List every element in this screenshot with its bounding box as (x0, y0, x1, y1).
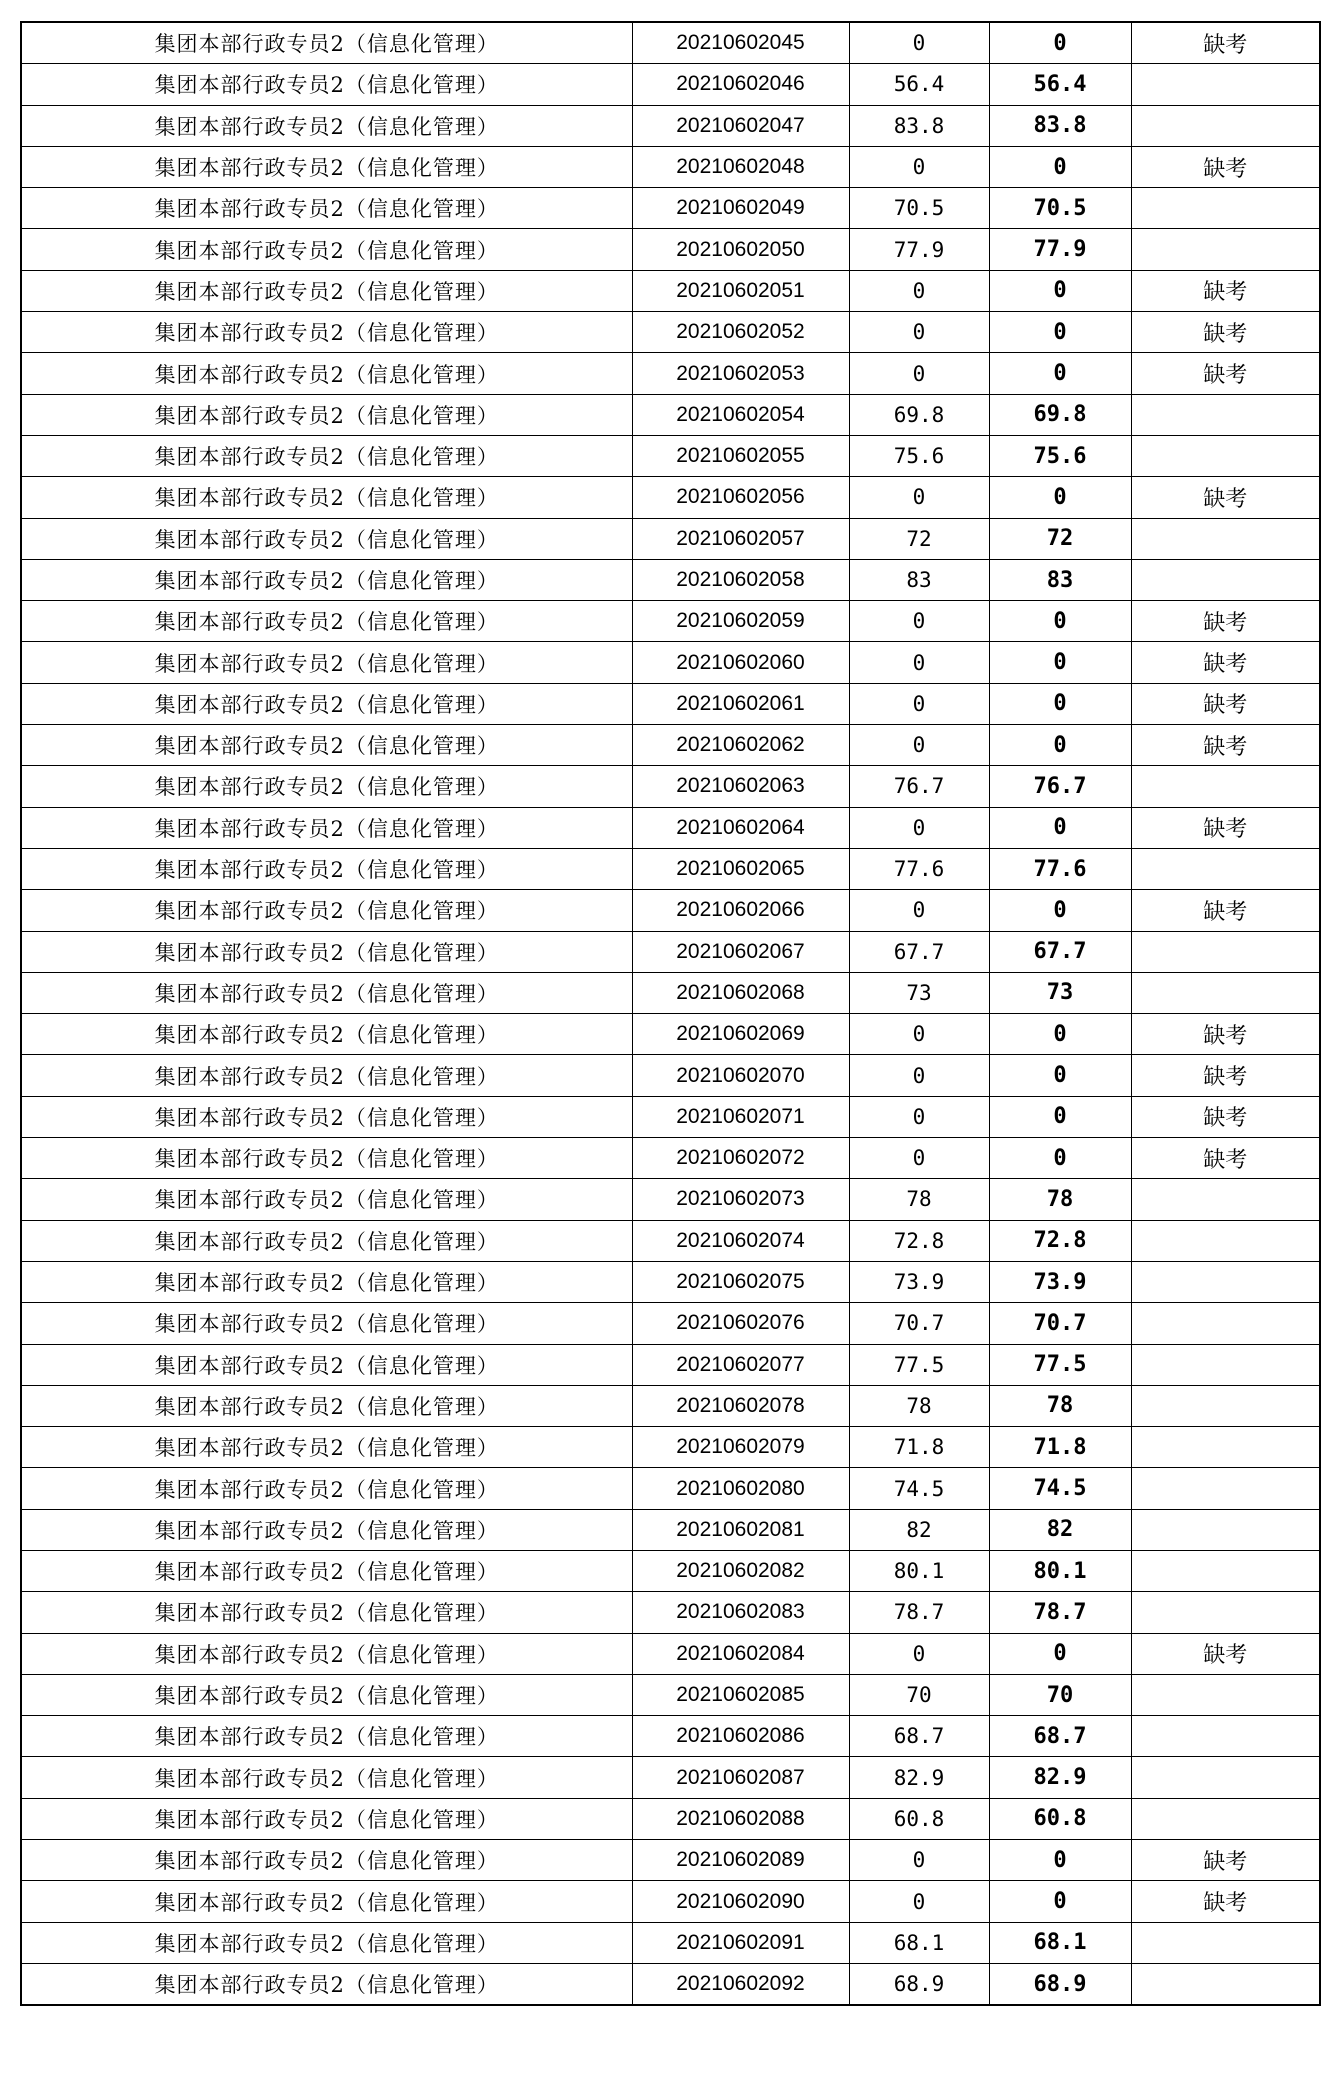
written-score-cell: 70.5 (849, 188, 989, 229)
table-row (21, 972, 1320, 1013)
position-cell: 集团本部行政专员2（信息化管理） (21, 1716, 632, 1757)
table-row (21, 270, 1320, 311)
written-score-cell: 0 (849, 1096, 989, 1137)
position-cell: 集团本部行政专员2（信息化管理） (21, 146, 632, 187)
written-score-cell: 60.8 (849, 1798, 989, 1839)
position-cell: 集团本部行政专员2（信息化管理） (21, 1757, 632, 1798)
remark-cell (1131, 188, 1320, 229)
total-score-cell: 77.9 (989, 229, 1131, 270)
remark-cell (1131, 229, 1320, 270)
written-score-cell: 0 (849, 683, 989, 724)
total-score-cell: 0 (989, 1138, 1131, 1179)
remark-cell: 缺考 (1131, 146, 1320, 187)
exam-id-cell: 20210602053 (632, 353, 849, 394)
total-score-cell: 0 (989, 1840, 1131, 1881)
position-cell: 集团本部行政专员2（信息化管理） (21, 1674, 632, 1715)
position-cell: 集团本部行政专员2（信息化管理） (21, 890, 632, 931)
position-cell: 集团本部行政专员2（信息化管理） (21, 1427, 632, 1468)
remark-cell (1131, 1798, 1320, 1839)
exam-id-cell: 20210602062 (632, 725, 849, 766)
position-cell: 集团本部行政专员2（信息化管理） (21, 1840, 632, 1881)
exam-id-cell: 20210602066 (632, 890, 849, 931)
total-score-cell: 82 (989, 1509, 1131, 1550)
written-score-cell: 0 (849, 1138, 989, 1179)
position-cell: 集团本部行政专员2（信息化管理） (21, 1881, 632, 1922)
remark-cell: 缺考 (1131, 1055, 1320, 1096)
remark-cell: 缺考 (1131, 890, 1320, 931)
remark-cell: 缺考 (1131, 683, 1320, 724)
written-score-cell: 78 (849, 1385, 989, 1426)
exam-id-cell: 20210602067 (632, 931, 849, 972)
exam-id-cell: 20210602051 (632, 270, 849, 311)
written-score-cell: 82 (849, 1509, 989, 1550)
written-score-cell: 69.8 (849, 394, 989, 435)
position-cell: 集团本部行政专员2（信息化管理） (21, 353, 632, 394)
remark-cell (1131, 1716, 1320, 1757)
exam-id-cell: 20210602060 (632, 642, 849, 683)
table-row (21, 1138, 1320, 1179)
table-row (21, 1344, 1320, 1385)
written-score-cell: 0 (849, 601, 989, 642)
written-score-cell: 68.7 (849, 1716, 989, 1757)
written-score-cell: 70 (849, 1674, 989, 1715)
table-row (21, 518, 1320, 559)
position-cell: 集团本部行政专员2（信息化管理） (21, 1509, 632, 1550)
exam-id-cell: 20210602065 (632, 848, 849, 889)
exam-id-cell: 20210602092 (632, 1963, 849, 2005)
position-cell: 集团本部行政专员2（信息化管理） (21, 22, 632, 64)
table-row (21, 394, 1320, 435)
written-score-cell: 78 (849, 1179, 989, 1220)
total-score-cell: 0 (989, 1096, 1131, 1137)
table-row (21, 435, 1320, 476)
remark-cell (1131, 1220, 1320, 1261)
total-score-cell: 72.8 (989, 1220, 1131, 1261)
position-cell: 集团本部行政专员2（信息化管理） (21, 1633, 632, 1674)
remark-cell: 缺考 (1131, 22, 1320, 64)
written-score-cell: 0 (849, 1055, 989, 1096)
written-score-cell: 80.1 (849, 1550, 989, 1591)
position-cell: 集团本部行政专员2（信息化管理） (21, 559, 632, 600)
table-row (21, 725, 1320, 766)
remark-cell: 缺考 (1131, 312, 1320, 353)
exam-id-cell: 20210602072 (632, 1138, 849, 1179)
total-score-cell: 0 (989, 807, 1131, 848)
written-score-cell: 0 (849, 353, 989, 394)
exam-id-cell: 20210602081 (632, 1509, 849, 1550)
remark-cell: 缺考 (1131, 353, 1320, 394)
written-score-cell: 68.1 (849, 1922, 989, 1963)
position-cell: 集团本部行政专员2（信息化管理） (21, 105, 632, 146)
total-score-cell: 0 (989, 1055, 1131, 1096)
position-cell: 集团本部行政专员2（信息化管理） (21, 312, 632, 353)
remark-cell: 缺考 (1131, 725, 1320, 766)
score-table-body (21, 22, 1320, 2005)
remark-cell: 缺考 (1131, 601, 1320, 642)
remark-cell (1131, 848, 1320, 889)
total-score-cell: 0 (989, 601, 1131, 642)
total-score-cell: 73.9 (989, 1261, 1131, 1302)
table-row (21, 1509, 1320, 1550)
written-score-cell: 56.4 (849, 64, 989, 105)
written-score-cell: 71.8 (849, 1427, 989, 1468)
remark-cell (1131, 394, 1320, 435)
total-score-cell: 0 (989, 725, 1131, 766)
remark-cell (1131, 105, 1320, 146)
table-row (21, 683, 1320, 724)
written-score-cell: 77.9 (849, 229, 989, 270)
position-cell: 集团本部行政专员2（信息化管理） (21, 642, 632, 683)
total-score-cell: 83.8 (989, 105, 1131, 146)
total-score-cell: 0 (989, 1014, 1131, 1055)
remark-cell (1131, 1385, 1320, 1426)
position-cell: 集团本部行政专员2（信息化管理） (21, 601, 632, 642)
total-score-cell: 68.7 (989, 1716, 1131, 1757)
total-score-cell: 77.5 (989, 1344, 1131, 1385)
position-cell: 集团本部行政专员2（信息化管理） (21, 518, 632, 559)
exam-id-cell: 20210602074 (632, 1220, 849, 1261)
position-cell: 集团本部行政专员2（信息化管理） (21, 725, 632, 766)
table-row (21, 22, 1320, 64)
exam-id-cell: 20210602055 (632, 435, 849, 476)
remark-cell (1131, 1592, 1320, 1633)
position-cell: 集团本部行政专员2（信息化管理） (21, 848, 632, 889)
total-score-cell: 72 (989, 518, 1131, 559)
remark-cell: 缺考 (1131, 270, 1320, 311)
table-row (21, 1592, 1320, 1633)
exam-id-cell: 20210602064 (632, 807, 849, 848)
table-row (21, 1963, 1320, 2005)
table-row (21, 1798, 1320, 1839)
table-row (21, 1468, 1320, 1509)
remark-cell (1131, 1179, 1320, 1220)
total-score-cell: 71.8 (989, 1427, 1131, 1468)
position-cell: 集团本部行政专员2（信息化管理） (21, 683, 632, 724)
total-score-cell: 0 (989, 312, 1131, 353)
position-cell: 集团本部行政专员2（信息化管理） (21, 1550, 632, 1591)
remark-cell: 缺考 (1131, 1840, 1320, 1881)
exam-id-cell: 20210602059 (632, 601, 849, 642)
table-row (21, 931, 1320, 972)
remark-cell: 缺考 (1131, 477, 1320, 518)
position-cell: 集团本部行政专员2（信息化管理） (21, 1303, 632, 1344)
exam-id-cell: 20210602046 (632, 64, 849, 105)
total-score-cell: 0 (989, 1633, 1131, 1674)
table-row (21, 1881, 1320, 1922)
table-row (21, 766, 1320, 807)
written-score-cell: 83 (849, 559, 989, 600)
exam-id-cell: 20210602049 (632, 188, 849, 229)
remark-cell (1131, 1303, 1320, 1344)
remark-cell: 缺考 (1131, 1138, 1320, 1179)
table-row (21, 642, 1320, 683)
remark-cell (1131, 1468, 1320, 1509)
table-row (21, 601, 1320, 642)
position-cell: 集团本部行政专员2（信息化管理） (21, 1096, 632, 1137)
total-score-cell: 68.1 (989, 1922, 1131, 1963)
written-score-cell: 0 (849, 1014, 989, 1055)
table-row (21, 807, 1320, 848)
position-cell: 集团本部行政专员2（信息化管理） (21, 270, 632, 311)
written-score-cell: 77.6 (849, 848, 989, 889)
written-score-cell: 0 (849, 890, 989, 931)
table-row (21, 188, 1320, 229)
position-cell: 集团本部行政专员2（信息化管理） (21, 1138, 632, 1179)
written-score-cell: 76.7 (849, 766, 989, 807)
total-score-cell: 0 (989, 270, 1131, 311)
remark-cell (1131, 1674, 1320, 1715)
exam-id-cell: 20210602047 (632, 105, 849, 146)
total-score-cell: 70 (989, 1674, 1131, 1715)
total-score-cell: 69.8 (989, 394, 1131, 435)
position-cell: 集团本部行政专员2（信息化管理） (21, 1055, 632, 1096)
total-score-cell: 78.7 (989, 1592, 1131, 1633)
exam-id-cell: 20210602057 (632, 518, 849, 559)
table-row (21, 312, 1320, 353)
exam-id-cell: 20210602087 (632, 1757, 849, 1798)
table-row (21, 890, 1320, 931)
remark-cell: 缺考 (1131, 1633, 1320, 1674)
position-cell: 集团本部行政专员2（信息化管理） (21, 1922, 632, 1963)
table-row (21, 1014, 1320, 1055)
remark-cell (1131, 435, 1320, 476)
remark-cell: 缺考 (1131, 1096, 1320, 1137)
remark-cell (1131, 518, 1320, 559)
written-score-cell: 0 (849, 146, 989, 187)
position-cell: 集团本部行政专员2（信息化管理） (21, 1385, 632, 1426)
remark-cell (1131, 1757, 1320, 1798)
table-row (21, 477, 1320, 518)
table-row (21, 1633, 1320, 1674)
score-table (20, 21, 1321, 2006)
total-score-cell: 0 (989, 1881, 1131, 1922)
total-score-cell: 0 (989, 890, 1131, 931)
table-row (21, 353, 1320, 394)
table-row (21, 1716, 1320, 1757)
exam-id-cell: 20210602082 (632, 1550, 849, 1591)
exam-id-cell: 20210602086 (632, 1716, 849, 1757)
position-cell: 集团本部行政专员2（信息化管理） (21, 931, 632, 972)
written-score-cell: 72.8 (849, 1220, 989, 1261)
total-score-cell: 0 (989, 683, 1131, 724)
written-score-cell: 0 (849, 642, 989, 683)
total-score-cell: 0 (989, 146, 1131, 187)
exam-id-cell: 20210602070 (632, 1055, 849, 1096)
written-score-cell: 73 (849, 972, 989, 1013)
table-row (21, 559, 1320, 600)
total-score-cell: 67.7 (989, 931, 1131, 972)
remark-cell (1131, 1509, 1320, 1550)
table-row (21, 105, 1320, 146)
table-row (21, 1303, 1320, 1344)
position-cell: 集团本部行政专员2（信息化管理） (21, 435, 632, 476)
exam-id-cell: 20210602080 (632, 1468, 849, 1509)
position-cell: 集团本部行政专员2（信息化管理） (21, 1798, 632, 1839)
written-score-cell: 0 (849, 1633, 989, 1674)
written-score-cell: 0 (849, 22, 989, 64)
exam-id-cell: 20210602089 (632, 1840, 849, 1881)
remark-cell (1131, 1261, 1320, 1302)
written-score-cell: 0 (849, 807, 989, 848)
written-score-cell: 0 (849, 1840, 989, 1881)
remark-cell (1131, 559, 1320, 600)
table-row (21, 848, 1320, 889)
written-score-cell: 82.9 (849, 1757, 989, 1798)
exam-id-cell: 20210602085 (632, 1674, 849, 1715)
total-score-cell: 76.7 (989, 766, 1131, 807)
exam-id-cell: 20210602052 (632, 312, 849, 353)
exam-id-cell: 20210602056 (632, 477, 849, 518)
exam-id-cell: 20210602050 (632, 229, 849, 270)
exam-id-cell: 20210602088 (632, 1798, 849, 1839)
table-row (21, 146, 1320, 187)
position-cell: 集团本部行政专员2（信息化管理） (21, 1592, 632, 1633)
total-score-cell: 78 (989, 1385, 1131, 1426)
written-score-cell: 68.9 (849, 1963, 989, 2005)
position-cell: 集团本部行政专员2（信息化管理） (21, 1468, 632, 1509)
exam-id-cell: 20210602077 (632, 1344, 849, 1385)
remark-cell (1131, 1427, 1320, 1468)
written-score-cell: 0 (849, 270, 989, 311)
exam-id-cell: 20210602073 (632, 1179, 849, 1220)
exam-id-cell: 20210602083 (632, 1592, 849, 1633)
position-cell: 集团本部行政专员2（信息化管理） (21, 766, 632, 807)
position-cell: 集团本部行政专员2（信息化管理） (21, 64, 632, 105)
written-score-cell: 0 (849, 725, 989, 766)
table-row (21, 229, 1320, 270)
remark-cell (1131, 931, 1320, 972)
remark-cell: 缺考 (1131, 642, 1320, 683)
written-score-cell: 0 (849, 1881, 989, 1922)
remark-cell (1131, 766, 1320, 807)
written-score-cell: 77.5 (849, 1344, 989, 1385)
table-row (21, 64, 1320, 105)
total-score-cell: 56.4 (989, 64, 1131, 105)
written-score-cell: 83.8 (849, 105, 989, 146)
written-score-cell: 0 (849, 477, 989, 518)
exam-id-cell: 20210602054 (632, 394, 849, 435)
table-row (21, 1427, 1320, 1468)
remark-cell (1131, 1344, 1320, 1385)
position-cell: 集团本部行政专员2（信息化管理） (21, 1344, 632, 1385)
exam-id-cell: 20210602069 (632, 1014, 849, 1055)
total-score-cell: 83 (989, 559, 1131, 600)
total-score-cell: 68.9 (989, 1963, 1131, 2005)
table-row (21, 1179, 1320, 1220)
exam-id-cell: 20210602075 (632, 1261, 849, 1302)
remark-cell: 缺考 (1131, 1014, 1320, 1055)
total-score-cell: 70.5 (989, 188, 1131, 229)
table-row (21, 1757, 1320, 1798)
remark-cell (1131, 64, 1320, 105)
total-score-cell: 70.7 (989, 1303, 1131, 1344)
remark-cell (1131, 1963, 1320, 2005)
position-cell: 集团本部行政专员2（信息化管理） (21, 229, 632, 270)
written-score-cell: 78.7 (849, 1592, 989, 1633)
table-row (21, 1261, 1320, 1302)
exam-id-cell: 20210602048 (632, 146, 849, 187)
total-score-cell: 0 (989, 22, 1131, 64)
exam-id-cell: 20210602068 (632, 972, 849, 1013)
total-score-cell: 0 (989, 353, 1131, 394)
position-cell: 集团本部行政专员2（信息化管理） (21, 1261, 632, 1302)
exam-id-cell: 20210602063 (632, 766, 849, 807)
remark-cell: 缺考 (1131, 807, 1320, 848)
written-score-cell: 73.9 (849, 1261, 989, 1302)
table-row (21, 1385, 1320, 1426)
total-score-cell: 0 (989, 477, 1131, 518)
exam-id-cell: 20210602061 (632, 683, 849, 724)
position-cell: 集团本部行政专员2（信息化管理） (21, 394, 632, 435)
position-cell: 集团本部行政专员2（信息化管理） (21, 807, 632, 848)
table-row (21, 1840, 1320, 1881)
written-score-cell: 74.5 (849, 1468, 989, 1509)
exam-id-cell: 20210602076 (632, 1303, 849, 1344)
total-score-cell: 74.5 (989, 1468, 1131, 1509)
remark-cell: 缺考 (1131, 1881, 1320, 1922)
position-cell: 集团本部行政专员2（信息化管理） (21, 1220, 632, 1261)
total-score-cell: 80.1 (989, 1550, 1131, 1591)
total-score-cell: 60.8 (989, 1798, 1131, 1839)
remark-cell (1131, 1922, 1320, 1963)
exam-id-cell: 20210602058 (632, 559, 849, 600)
total-score-cell: 77.6 (989, 848, 1131, 889)
total-score-cell: 73 (989, 972, 1131, 1013)
exam-id-cell: 20210602084 (632, 1633, 849, 1674)
position-cell: 集团本部行政专员2（信息化管理） (21, 477, 632, 518)
total-score-cell: 0 (989, 642, 1131, 683)
remark-cell (1131, 972, 1320, 1013)
written-score-cell: 72 (849, 518, 989, 559)
exam-id-cell: 20210602091 (632, 1922, 849, 1963)
exam-id-cell: 20210602045 (632, 22, 849, 64)
position-cell: 集团本部行政专员2（信息化管理） (21, 188, 632, 229)
table-row (21, 1096, 1320, 1137)
written-score-cell: 0 (849, 312, 989, 353)
exam-id-cell: 20210602090 (632, 1881, 849, 1922)
table-row (21, 1055, 1320, 1096)
table-row (21, 1550, 1320, 1591)
exam-id-cell: 20210602079 (632, 1427, 849, 1468)
position-cell: 集团本部行政专员2（信息化管理） (21, 972, 632, 1013)
written-score-cell: 75.6 (849, 435, 989, 476)
exam-id-cell: 20210602071 (632, 1096, 849, 1137)
exam-id-cell: 20210602078 (632, 1385, 849, 1426)
total-score-cell: 82.9 (989, 1757, 1131, 1798)
position-cell: 集团本部行政专员2（信息化管理） (21, 1014, 632, 1055)
total-score-cell: 78 (989, 1179, 1131, 1220)
table-row (21, 1922, 1320, 1963)
written-score-cell: 67.7 (849, 931, 989, 972)
table-row (21, 1674, 1320, 1715)
position-cell: 集团本部行政专员2（信息化管理） (21, 1179, 632, 1220)
table-row (21, 1220, 1320, 1261)
total-score-cell: 75.6 (989, 435, 1131, 476)
written-score-cell: 70.7 (849, 1303, 989, 1344)
remark-cell (1131, 1550, 1320, 1591)
position-cell: 集团本部行政专员2（信息化管理） (21, 1963, 632, 2005)
